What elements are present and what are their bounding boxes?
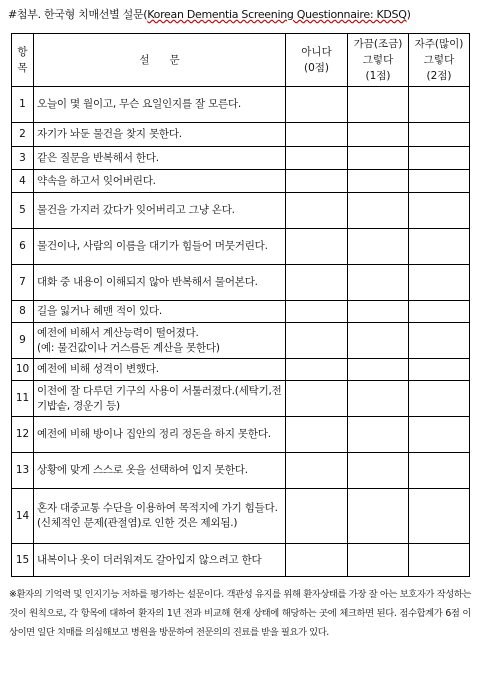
header-item-number: 항 목 bbox=[12, 34, 34, 87]
table-row bbox=[12, 359, 470, 381]
title-prefix: #첨부. 한국형 치매선별 설문( bbox=[8, 8, 148, 21]
answer-no-cell[interactable] bbox=[286, 323, 348, 359]
item-number: 5 bbox=[12, 193, 34, 229]
answer-sometimes-cell[interactable] bbox=[348, 453, 409, 489]
answer-no-cell[interactable] bbox=[286, 147, 348, 170]
answer-no-cell[interactable] bbox=[286, 170, 348, 193]
answer-often-cell[interactable] bbox=[409, 453, 470, 489]
answer-often-cell[interactable] bbox=[409, 381, 470, 417]
answer-no-cell[interactable] bbox=[286, 193, 348, 229]
table-row bbox=[12, 489, 470, 544]
answer-no-cell[interactable] bbox=[286, 417, 348, 453]
item-question: 상황에 맞게 스스로 옷을 선택하여 입지 못한다. bbox=[34, 453, 286, 489]
answer-often-cell[interactable] bbox=[409, 544, 470, 577]
item-question: 물건이나, 사람의 이름을 대기가 힘들어 머뭇거린다. bbox=[34, 229, 286, 265]
answer-often-cell[interactable] bbox=[409, 417, 470, 453]
answer-sometimes-cell[interactable] bbox=[348, 359, 409, 381]
title-english: Korean Dementia Screening Questionnaire: KDSQ bbox=[147, 8, 407, 21]
item-question: 오늘이 몇 월이고, 무슨 요일인지를 잘 모른다. bbox=[34, 87, 286, 123]
item-number: 6 bbox=[12, 229, 34, 265]
answer-no-cell[interactable] bbox=[286, 265, 348, 301]
table-row bbox=[12, 170, 470, 193]
item-question: 혼자 대중교통 수단을 이용하여 목적지에 가기 힘들다.(신체적인 문제(관절염)로 인한 것은 제외됨.) bbox=[34, 489, 286, 544]
item-question: 이전에 잘 다루던 기구의 사용이 서툴러졌다.(세탁기,전기밥솥, 경운기 등) bbox=[34, 381, 286, 417]
item-number: 4 bbox=[12, 170, 34, 193]
item-number: 7 bbox=[12, 265, 34, 301]
table-row bbox=[12, 381, 470, 417]
answer-sometimes-cell[interactable] bbox=[348, 123, 409, 147]
answer-often-cell[interactable] bbox=[409, 87, 470, 123]
answer-no-cell[interactable] bbox=[286, 229, 348, 265]
table-row bbox=[12, 123, 470, 147]
item-question: 내복이나 옷이 더러워져도 갈아입지 않으려고 한다 bbox=[34, 544, 286, 577]
item-number: 12 bbox=[12, 417, 34, 453]
table-row bbox=[12, 229, 470, 265]
answer-no-cell[interactable] bbox=[286, 381, 348, 417]
table-row bbox=[12, 323, 470, 359]
answer-sometimes-cell[interactable] bbox=[348, 323, 409, 359]
item-question: 예전에 비해 성격이 변했다. bbox=[34, 359, 286, 381]
answer-no-cell[interactable] bbox=[286, 544, 348, 577]
title-suffix: ) bbox=[406, 8, 411, 21]
answer-sometimes-cell[interactable] bbox=[348, 147, 409, 170]
answer-often-cell[interactable] bbox=[409, 359, 470, 381]
table-row bbox=[12, 193, 470, 229]
answer-often-cell[interactable] bbox=[409, 147, 470, 170]
answer-no-cell[interactable] bbox=[286, 123, 348, 147]
answer-sometimes-cell[interactable] bbox=[348, 229, 409, 265]
answer-sometimes-cell[interactable] bbox=[348, 170, 409, 193]
answer-often-cell[interactable] bbox=[409, 193, 470, 229]
answer-no-cell[interactable] bbox=[286, 87, 348, 123]
item-question: 물건을 가지러 갔다가 잊어버리고 그냥 온다. bbox=[34, 193, 286, 229]
answer-sometimes-cell[interactable] bbox=[348, 87, 409, 123]
table-row bbox=[12, 265, 470, 301]
document-title bbox=[8, 8, 478, 22]
answer-often-cell[interactable] bbox=[409, 301, 470, 323]
answer-often-cell[interactable] bbox=[409, 170, 470, 193]
answer-no-cell[interactable] bbox=[286, 453, 348, 489]
item-number: 10 bbox=[12, 359, 34, 381]
footnote: ※환자의 기억력 및 인지기능 저하를 평가하는 설문이다. 객관성 유지를 위해 환자상태를 가장 잘 아는 보호자가 작성하는 것이 원칙으로, 각 항목에 대하여 환자의 1년 전과 비교해 현재 상태에 해당하는 곳에 체크하면 된다. 점수합계가 6점 이상이면 일단 치매를 의심해보고 병원을 방문하여 전문의의 진료를 받을 필요가 있다. bbox=[9, 589, 471, 638]
item-number: 14 bbox=[12, 489, 34, 544]
header-no: 아니다 (0점) bbox=[286, 34, 348, 87]
answer-no-cell[interactable] bbox=[286, 489, 348, 544]
header-often: 자주(많이) 그렇다 (2점) bbox=[409, 34, 470, 87]
table-row bbox=[12, 147, 470, 170]
questionnaire-table bbox=[11, 33, 470, 577]
answer-often-cell[interactable] bbox=[409, 323, 470, 359]
answer-often-cell[interactable] bbox=[409, 229, 470, 265]
answer-sometimes-cell[interactable] bbox=[348, 301, 409, 323]
answer-no-cell[interactable] bbox=[286, 359, 348, 381]
item-number: 2 bbox=[12, 123, 34, 147]
table-row bbox=[12, 544, 470, 577]
item-question: 길을 잃거나 헤맨 적이 있다. bbox=[34, 301, 286, 323]
answer-often-cell[interactable] bbox=[409, 123, 470, 147]
item-question: 대화 중 내용이 이해되지 않아 반복해서 물어본다. bbox=[34, 265, 286, 301]
item-number: 8 bbox=[12, 301, 34, 323]
item-number: 15 bbox=[12, 544, 34, 577]
item-question: 같은 질문을 반복해서 한다. bbox=[34, 147, 286, 170]
table-header-row bbox=[12, 34, 470, 87]
answer-sometimes-cell[interactable] bbox=[348, 265, 409, 301]
item-number: 13 bbox=[12, 453, 34, 489]
item-number: 9 bbox=[12, 323, 34, 359]
table-row bbox=[12, 453, 470, 489]
answer-often-cell[interactable] bbox=[409, 489, 470, 544]
table-row bbox=[12, 301, 470, 323]
table-row bbox=[12, 417, 470, 453]
header-sometimes: 가끔(조금) 그렇다 (1점) bbox=[348, 34, 409, 87]
table-row bbox=[12, 87, 470, 123]
questionnaire-body bbox=[12, 87, 470, 577]
answer-no-cell[interactable] bbox=[286, 301, 348, 323]
answer-sometimes-cell[interactable] bbox=[348, 489, 409, 544]
item-question: 예전에 비해서 계산능력이 떨어졌다. (예: 물건값이나 거스름돈 계산을 못한다) bbox=[34, 323, 286, 359]
answer-often-cell[interactable] bbox=[409, 265, 470, 301]
answer-sometimes-cell[interactable] bbox=[348, 417, 409, 453]
answer-sometimes-cell[interactable] bbox=[348, 193, 409, 229]
item-question: 약속을 하고서 잊어버린다. bbox=[34, 170, 286, 193]
answer-sometimes-cell[interactable] bbox=[348, 544, 409, 577]
answer-sometimes-cell[interactable] bbox=[348, 381, 409, 417]
item-question: 예전에 비해 방이나 집안의 정리 정돈을 하지 못한다. bbox=[34, 417, 286, 453]
header-question: 설 문 bbox=[34, 34, 286, 87]
item-number: 11 bbox=[12, 381, 34, 417]
item-number: 3 bbox=[12, 147, 34, 170]
item-number: 1 bbox=[12, 87, 34, 123]
item-question: 자기가 놔둔 물건을 찾지 못한다. bbox=[34, 123, 286, 147]
